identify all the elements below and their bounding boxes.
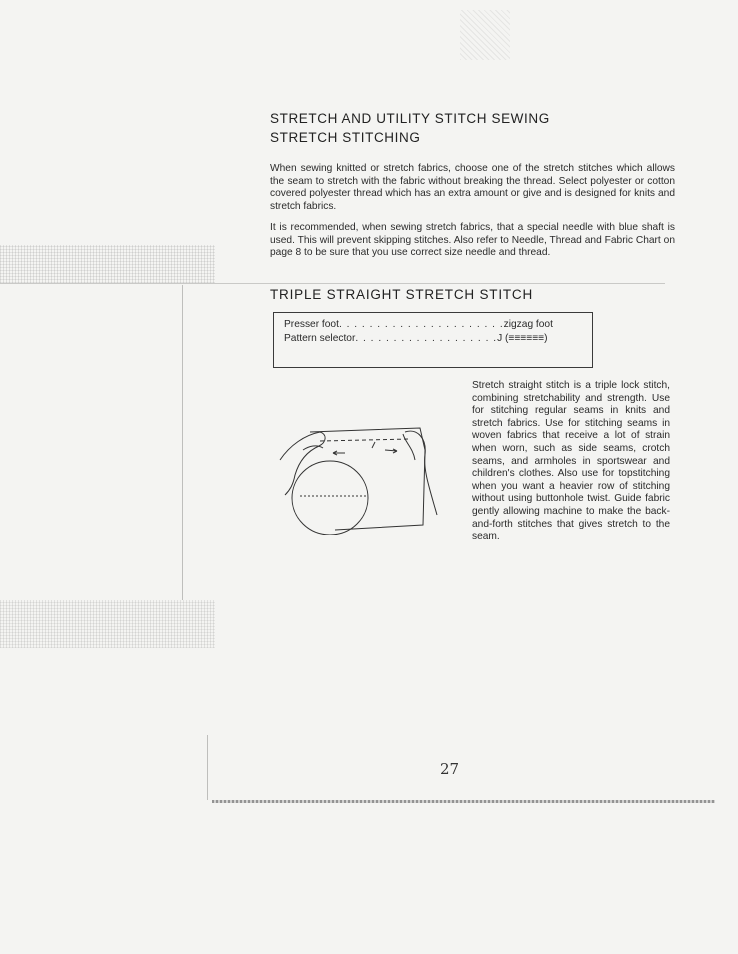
hands-guiding-fabric-illustration xyxy=(275,420,445,535)
heading-main: STRETCH AND UTILITY STITCH SEWING xyxy=(270,111,550,126)
pattern-selector-leader: . . . . . . . . . . . . . . . . . . . xyxy=(355,333,498,344)
setting-row-presser-foot xyxy=(284,319,553,331)
arrow-right-icon xyxy=(385,449,397,453)
scan-noise-lower xyxy=(0,600,215,648)
heading-sub: STRETCH STITCHING xyxy=(270,130,421,145)
scan-rule xyxy=(0,283,665,284)
pattern-selector-label: Pattern selector xyxy=(284,333,356,344)
seam-stitch-line xyxy=(320,439,410,441)
intro-paragraph-1: When sewing knitted or stretch fabrics, choose one of the stretch stitches which allows the seam to stretch with the fabric without breaking the thread. Select polyester or cotton covered polyester thread which has an extra amount or give and is designed for knits and stretch fabrics. xyxy=(270,163,675,212)
right-hand-finger xyxy=(403,434,415,460)
settings-box xyxy=(273,312,593,368)
intro-paragraph-2: It is recommended, when sewing stretch fabrics, that a special needle with blue shaft is used. This will prevent skipping stitches. Also refer to Needle, Thread and Fabric Chart on page 8 to be sure that you use correct size needle and thread. xyxy=(270,222,675,258)
scan-margin-line-lower xyxy=(207,735,208,800)
left-hand xyxy=(280,432,325,495)
pattern-selector-value: J (≡≡≡≡≡≡) xyxy=(497,333,548,344)
section-title: TRIPLE STRAIGHT STRETCH STITCH xyxy=(270,287,534,302)
scan-noise-top xyxy=(460,10,510,60)
scan-margin-line xyxy=(182,285,183,600)
scan-noise-upper xyxy=(0,245,215,283)
machine-bed-circle xyxy=(292,461,368,535)
setting-row-pattern-selector xyxy=(284,333,547,345)
presser-foot-value: zigzag foot xyxy=(503,319,553,330)
page-bottom-edge xyxy=(212,800,715,803)
arrow-left-icon xyxy=(333,451,345,455)
stitch-description: Stretch straight stitch is a triple lock stitch, combining stretchability and strength. Use for stitching regular seams in knits and stretch fabrics. Use for stitching seams in woven fabrics that receive a lot of strain when worn, such as side seams, crotch seams, and armholes in sportswear and children's clothes. Also use for topstitching when you want a heavier row of stitching without using buttonhole twist. Guide fabric gently allowing machine to make the back-and-forth stitches that gives stretch to the seam. xyxy=(472,380,670,543)
right-hand xyxy=(405,431,437,515)
presser-foot-leader: . . . . . . . . . . . . . . . . . . . . . . xyxy=(338,319,504,330)
page-number: 27 xyxy=(440,760,460,778)
stitch-mark xyxy=(372,442,375,448)
presser-foot-label: Presser foot xyxy=(284,319,339,330)
